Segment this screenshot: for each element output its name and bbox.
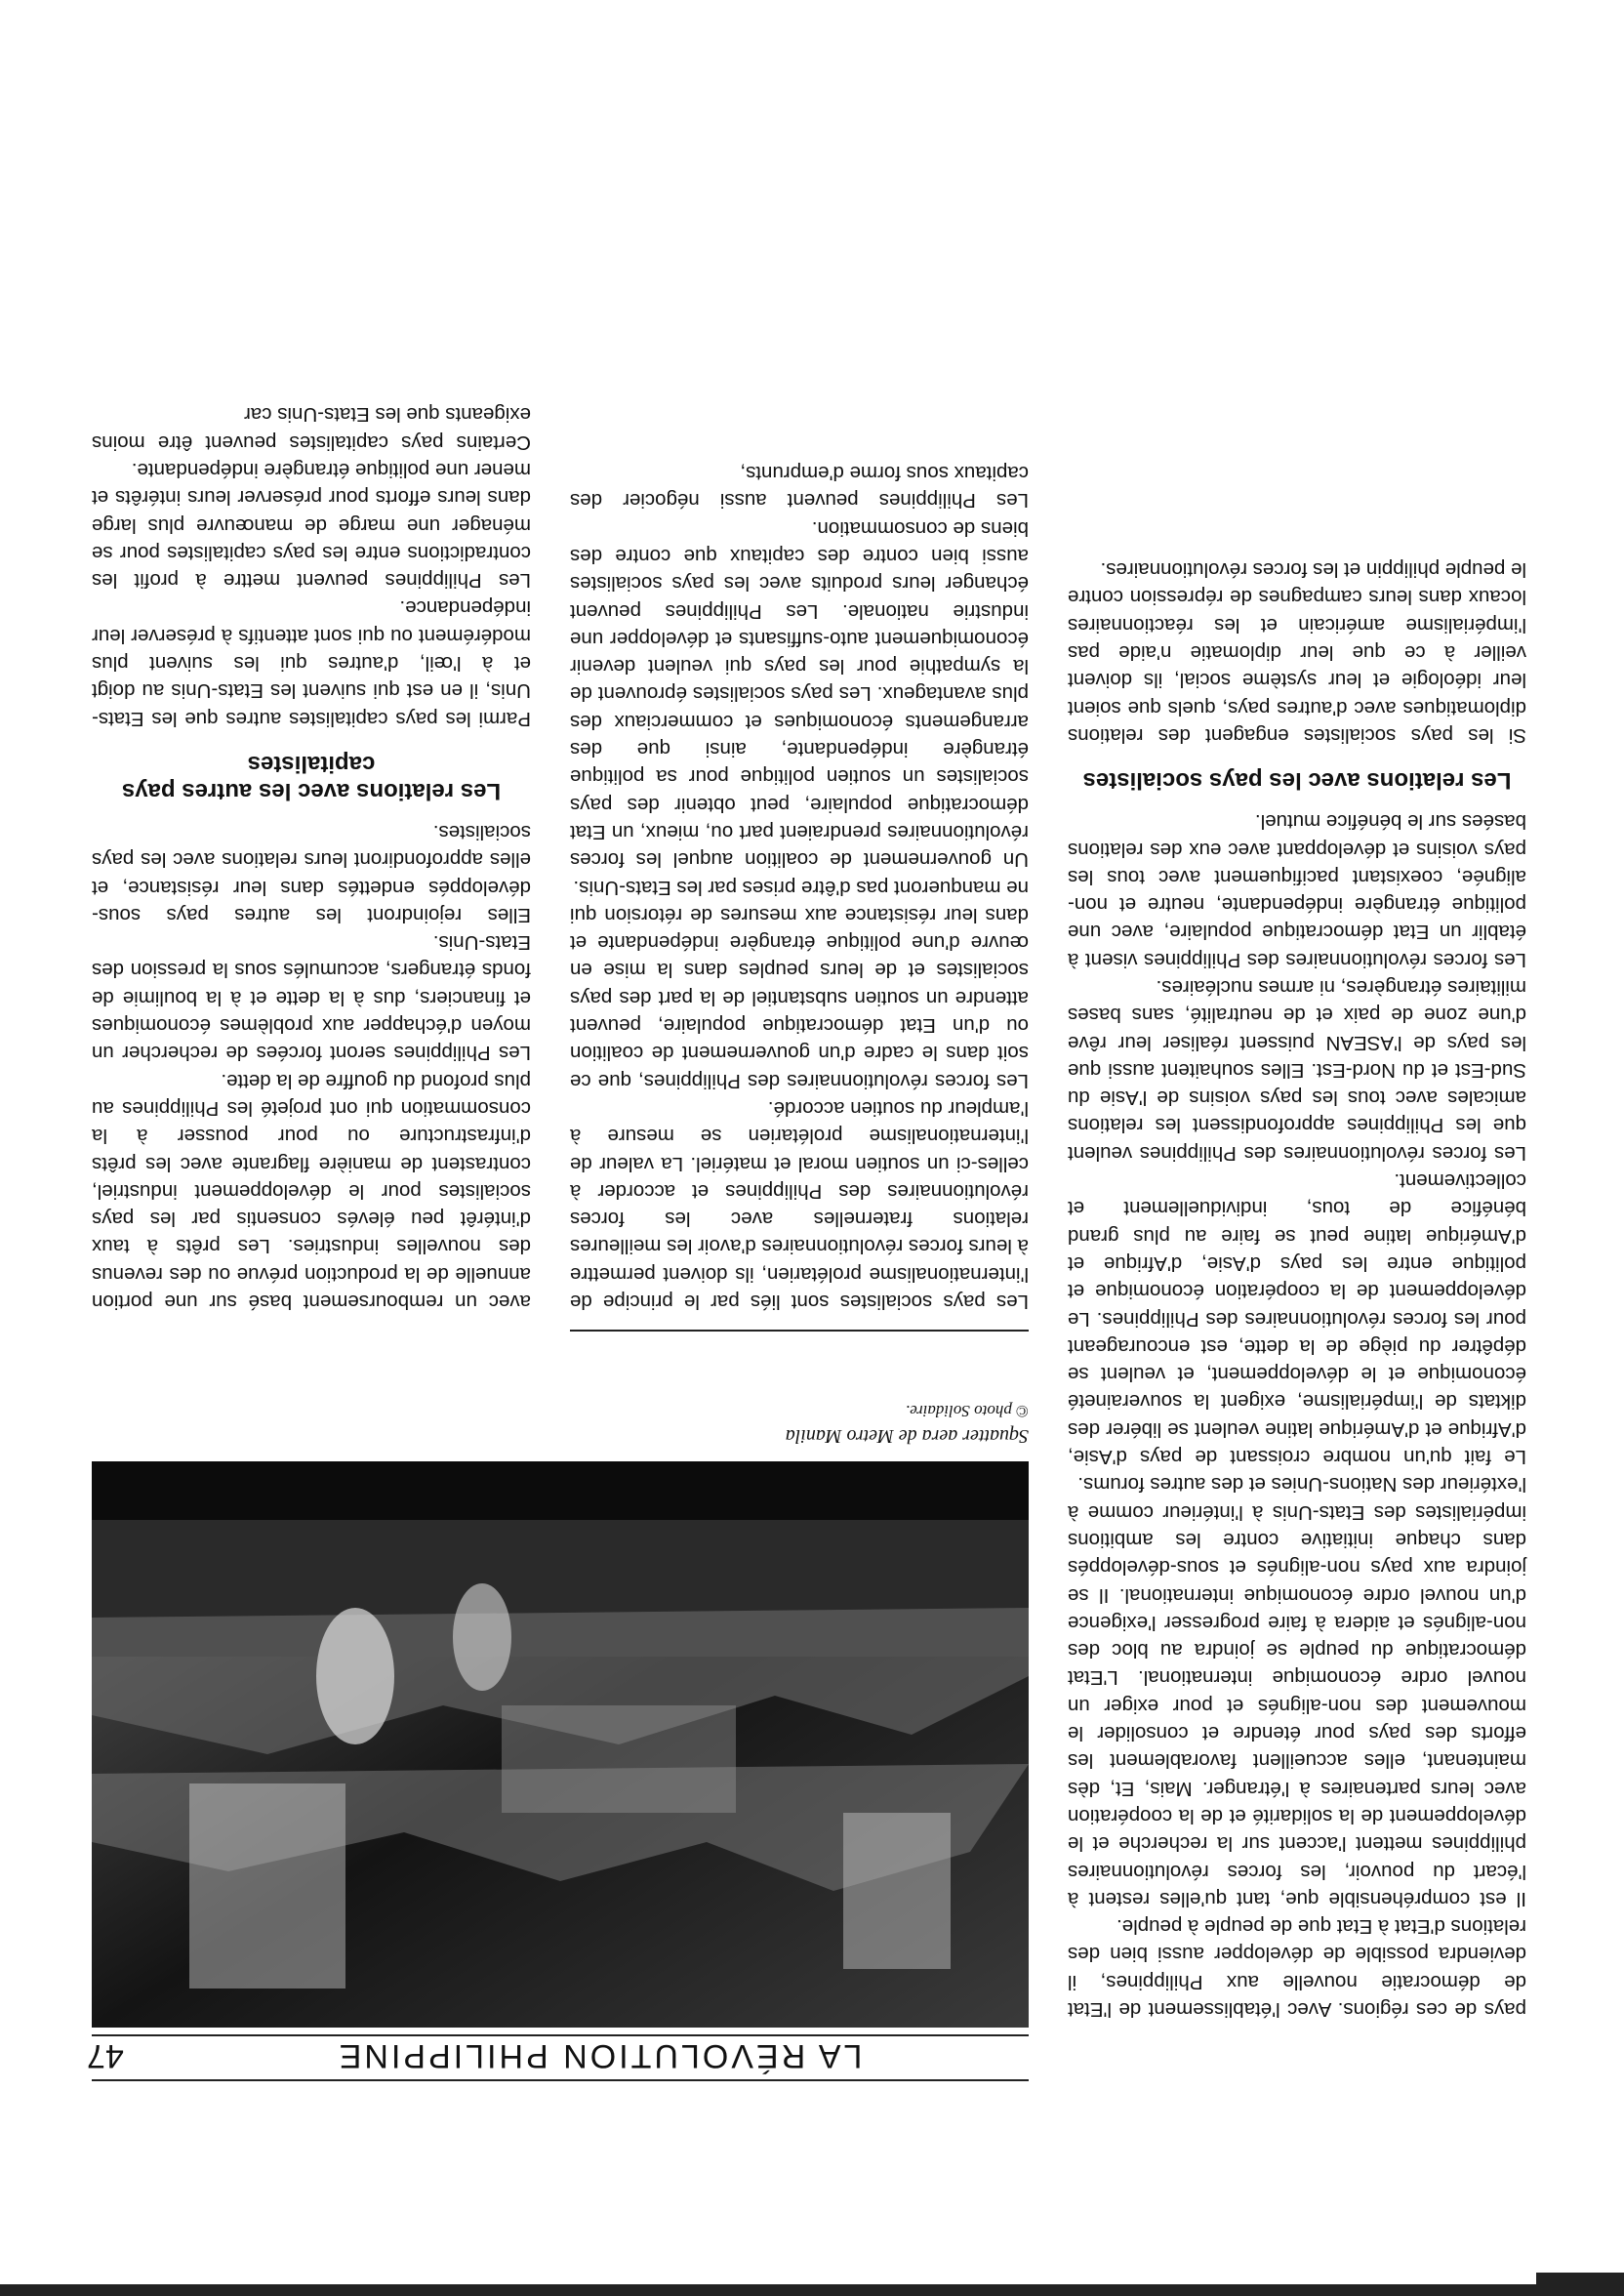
left-paragraph: Les forces révolutionnaires des Philippines veulent que les Philippines approfondissent les relations amicales avec tous les pays voisins de l'Asie du Sud-Est et du Nord-Est. Elles souhaitent aussi que les pays de l'ASEAN puissent réaliser leur rêve d'une zone de paix et de neutralité, sans bases militaires étrangères, ni armes nucléaires. <box>1068 976 1526 1165</box>
section-heading-socialist: Les relations avec les pays socialistes <box>1082 766 1512 794</box>
middle-paragraph: Les forces révolutionnaires des Philippines, que ce soit dans le cadre d'un gouvernement de coalition ou d'un Etat démocratique populaire, peuvent attendre un soutien substantiel de la part des pays socialistes et de leurs peuples dans la mise en œuvre d'une politique étrangère indépendante et dans leur résistance aux mesures de rétorsion qui ne manqueront pas d'être prises par les Etats-Unis. <box>570 876 1029 1092</box>
middle-column <box>570 459 1029 1315</box>
running-title: LA RÉVOLUTION PHILIPPINE <box>336 2037 863 2074</box>
header-rule-top <box>92 2079 1029 2081</box>
right-paragraph: Les Philippines peuvent mettre à profit les contradictions entre les pays capitalistes pour se ménager une marge de manœuvre plus large dans leurs efforts pour préserver leurs intérêts et mener une politique étrangère indépendante. <box>92 458 531 593</box>
right-column <box>92 400 531 1315</box>
right-paragraph: avec un remboursement basé sur une portion annuelle de la production prévue ou des revenus des nouvelles industries. Les prêts à taux d'intérêt peu élevés consentis par les pays socialistes pour le développement industriel, contrastent de manière flagrante avec les prêts d'infrastructure ou pour pousser à la consommation qui ont projeté les Philippines au plus profond du gouffre de la dette. <box>92 1069 531 1313</box>
header-rule-bottom <box>92 2034 1029 2036</box>
right-paragraph: Certains pays capitalistes peuvent être moins exigeants que les Etats-Unis car <box>92 403 531 454</box>
photo-image <box>92 1461 1029 2028</box>
left-paragraph: Le fait qu'un nombre croissant de pays d'Asie, d'Afrique et d'Amérique latine veulent se libérer des diktats de l'impérialisme, exigent la souveraineté économique et le développement, et veulent se dépêtrer du piège de la dette, est encourageant pour les forces révolutionnaires des Philippines. Le développement de la coopération économique et politique entre les pays d'Asie, d'Afrique et d'Amérique latine peut se faire au plus grand bénéfice de tous, individuellement et collectivement. <box>1068 1169 1526 1469</box>
photo-squatter-area <box>92 1461 1029 2028</box>
right-paragraph: Elles rejoindront les autres pays sous-développés endettés dans leur résistance, et elles approfondiront leurs relations avec les pays socialistes. <box>92 820 531 926</box>
caption-rule <box>570 1330 1029 1332</box>
left-column <box>1068 555 1526 2023</box>
left-paragraph: Les forces révolutionnaires des Philippines visent à établir un Etat démocratique populaire, avec une politique étrangère indépendante, neutre et non-alignée, coexistant pacifiquement avec tous les pays voisins et développant avec eux des relations basées sur le bénéfice mutuel. <box>1068 810 1526 971</box>
right-paragraph: Parmi les pays capitalistes autres que les Etats-Unis, il en est qui suivent les Etats-Unis au doigt et à l'œil, d'autres qui les suivent plus modérément ou qui sont attentifs à préserver leur indépendance. <box>92 596 531 730</box>
middle-paragraph: Un gouvernement de coalition auquel les forces révolutionnaires prendraient part ou, mieux, un Etat démocratique populaire, peut obtenir des pays socialistes un soutien politique pour sa politique étrangère indépendante, ainsi que des arrangements économiques et commerciaux des plus avantageux. Les pays socialistes éprouvent de la sympathie pour les pays qui veulent devenir économiquement auto-suffisants et développer une industrie nationale. Les Philippines peuvent échanger leurs produits avec les pays socialistes aussi bien contre des capitaux que contre des biens de consommation. <box>570 516 1029 872</box>
caption-text: Squatter aera de Metro Manila <box>785 1425 1029 1447</box>
right-paragraph: Les Philippines seront forcées de rechercher un moyen d'échapper aux problèmes économiques et financiers, dus à la dette et à la boulimie de fonds étrangers, accumulés sous la pression des Etats-Unis. <box>92 931 531 1065</box>
left-paragraph: Si les pays socialistes engagent des relations diplomatiques avec d'autres pays, quels que soient leur idéologie et leur système social, ils doivent veiller à ce que leur diplomatie n'aide pas l'impérialisme américain et les réactionnaires locaux dans leurs campagnes de répression contre le peuple philippin et les forces révolutionnaires. <box>1068 558 1526 747</box>
photo-credit: © photo Solidaire. <box>905 1402 1029 1420</box>
section-heading-capitalist: Les relations avec les autres pays capitalistes <box>121 750 502 804</box>
photo-caption <box>92 1398 1029 1449</box>
left-paragraph: pays de ces régions. Avec l'établissement de l'Etat de démocratie nouvelle aux Philippines, il deviendra possible de développer aussi bien des relations d'Etat à Etat que de peuple à peuple. <box>1068 1915 1526 2021</box>
left-paragraph: Il est compréhensible que, tant qu'elles restent à l'écart du pouvoir, les forces révolutionnaires philippines mettent l'accent sur la recherche et le développement de la solidarité et de la coopération avec leurs partenaires à l'étranger. Mais, Et, dès maintenant, elles accueillent favorablement les efforts des pays pour étendre et consolider le mouvement des non-alignés et pour exiger un nouvel ordre économique international. L'Etat démocratique du peuple se joindra au bloc des non-alignés et aidera à faire progresser l'exigence d'un nouvel ordre économique international. Il se joindra aux pays non-alignés et sous-développés dans chaque initiative contre les ambitions impérialistes des Etats-Unis à l'intérieur comme à l'extérieur des Nations-Unies et des autres forums. <box>1068 1473 1526 1910</box>
middle-paragraph: Les Philippines peuvent aussi négocier des capitaux sous forme d'emprunts, <box>570 462 1029 512</box>
page-number: 47 <box>87 2037 124 2074</box>
middle-paragraph: Les pays socialistes sont liés par le principe de l'internationalisme prolétarien, ils doivent permettre à leurs forces révolutionnaires d'avoir les meilleures relations fraternelles avec les forces révolutionnaires des Philippines et accorder à celles-ci un soutien moral et matériel. La valeur de l'internationalisme prolétarien se mesure à l'ampleur du soutien accordé. <box>570 1096 1029 1313</box>
